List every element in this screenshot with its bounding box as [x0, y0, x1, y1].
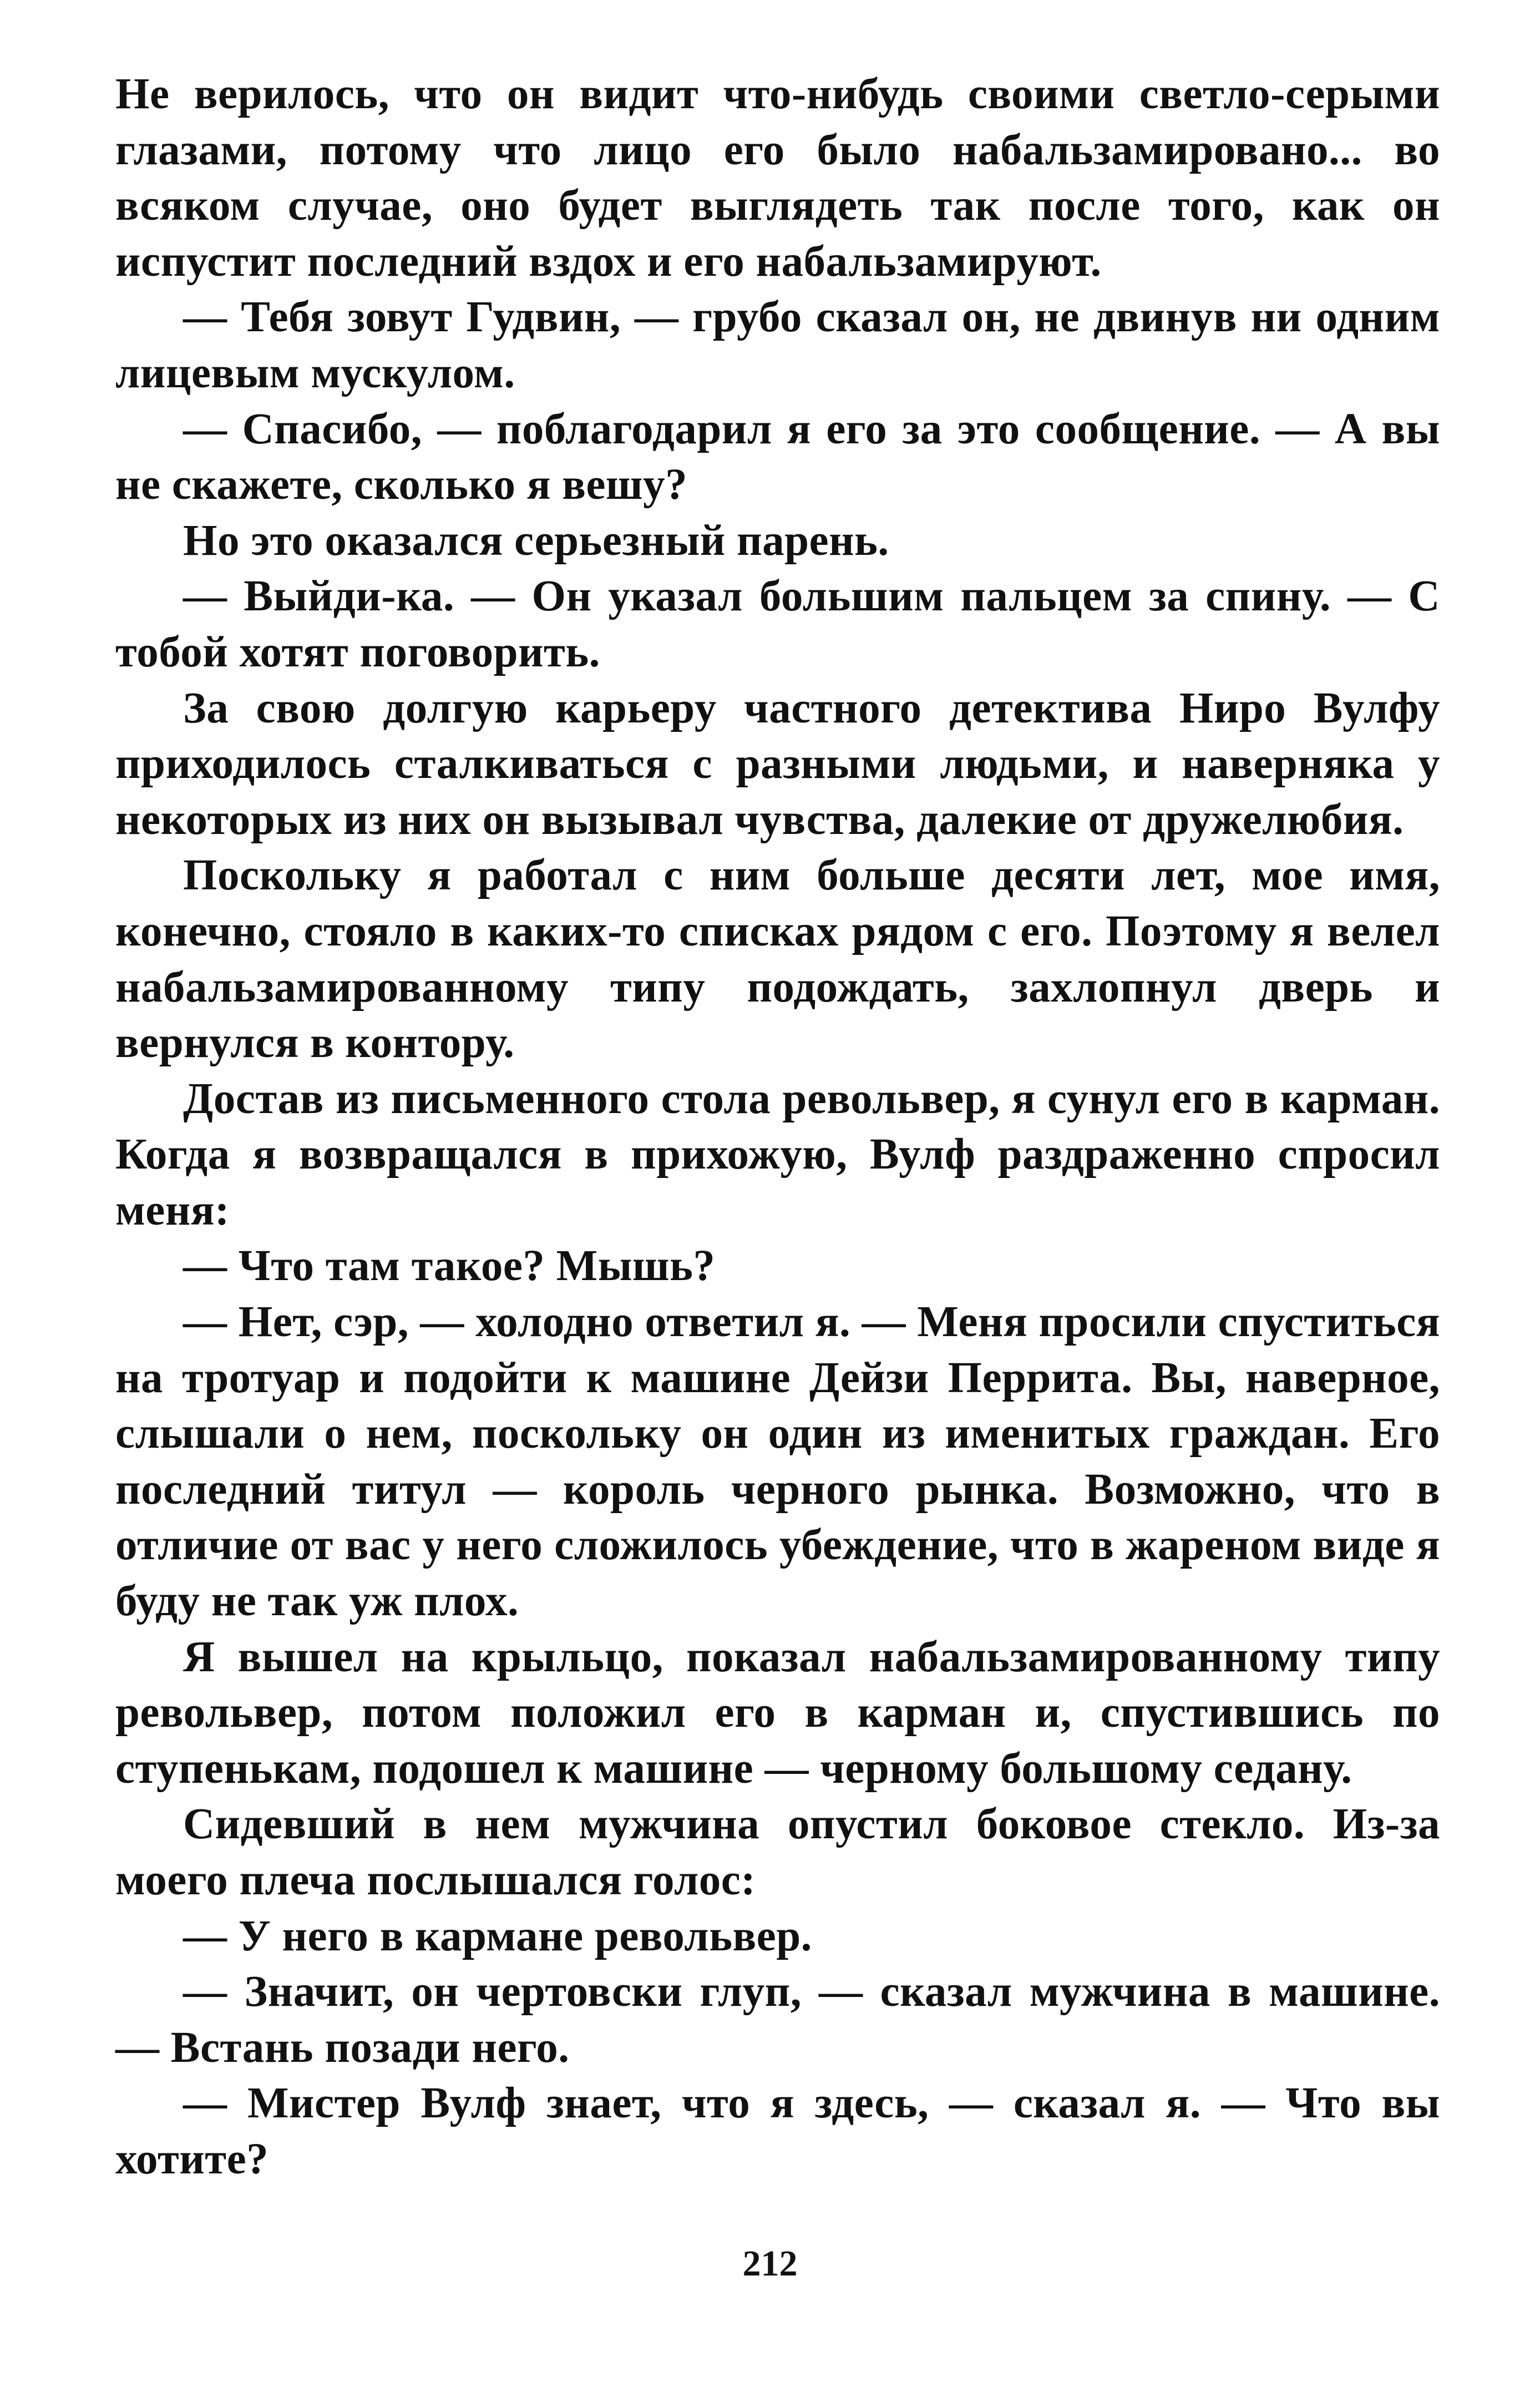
paragraph: За свою долгую карьеру частного детектива Ниро Вулфу приходилось сталкиваться с разными людьми, и наверняка у некоторых из них он вызывал чувства, далекие от дружелюбия. [115, 684, 1440, 844]
paragraph: — Тебя зовут Гудвин, — грубо сказал он, не двинув ни одним лицевым мускулом. [115, 293, 1440, 397]
paragraph: Поскольку я работал с ним больше десяти лет, мое имя, конечно, стояло в каких-то списках рядом с его. Поэтому я велел набальзамированному типу подождать, захлопнул дверь и вернулся в контору. [115, 851, 1440, 1068]
paragraph: Сидевший в нем мужчина опустил боковое стекло. Из-за моего плеча послышался голос: [115, 1800, 1440, 1904]
paragraph: Я вышел на крыльцо, показал набальзамированному типу револьвер, потом положил его в карман и, спустившись по ступенькам, подошел к машине — черному большому седану. [115, 1632, 1440, 1793]
paragraph: — Мистер Вулф знает, что я здесь, — сказал я. — Что вы хотите? [115, 2079, 1440, 2183]
paragraph: Достав из письменного стола револьвер, я сунул его в карман. Когда я возвращался в прихожую, Вулф раздраженно спросил меня: [115, 1074, 1440, 1235]
paragraph: — Спасибо, — поблагодарил я его за это сообщение. — А вы не скажете, сколько я вешу? [115, 404, 1440, 509]
page-number: 212 [742, 2243, 798, 2284]
paragraph: Не верилось, что он видит что-нибудь своими светло-серыми глазами, потому что лицо его было набальзамировано... во всяком случае, оно будет выглядеть так после того, как он испустит последний вздох и его набальзамируют. [115, 70, 1440, 286]
paragraph: Но это оказался серьезный парень. [183, 516, 889, 565]
paragraph: — У него в кармане револьвер. [183, 1911, 812, 1960]
paragraph: — Что там такое? Мышь? [183, 1242, 716, 1291]
paragraph: — Выйди-ка. — Он указал большим пальцем за спину. — С тобой хотят поговорить. [115, 572, 1440, 676]
paragraph: — Нет, сэр, — холодно ответил я. — Меня просили спуститься на тротуар и подойти к машине Дейзи Перрита. Вы, наверное, слышали о нем, поскольку он один из именитых граждан. Его последний титул — король черного рынка. Возможно, что в отличие от вас у него сложилось убеждение, что в жареном виде я буду не так уж плох. [115, 1298, 1440, 1626]
page-body-text [115, 67, 1440, 2188]
paragraph: — Значит, он чертовски глуп, — сказал мужчина в машине. — Встань позади него. [115, 1968, 1440, 2072]
